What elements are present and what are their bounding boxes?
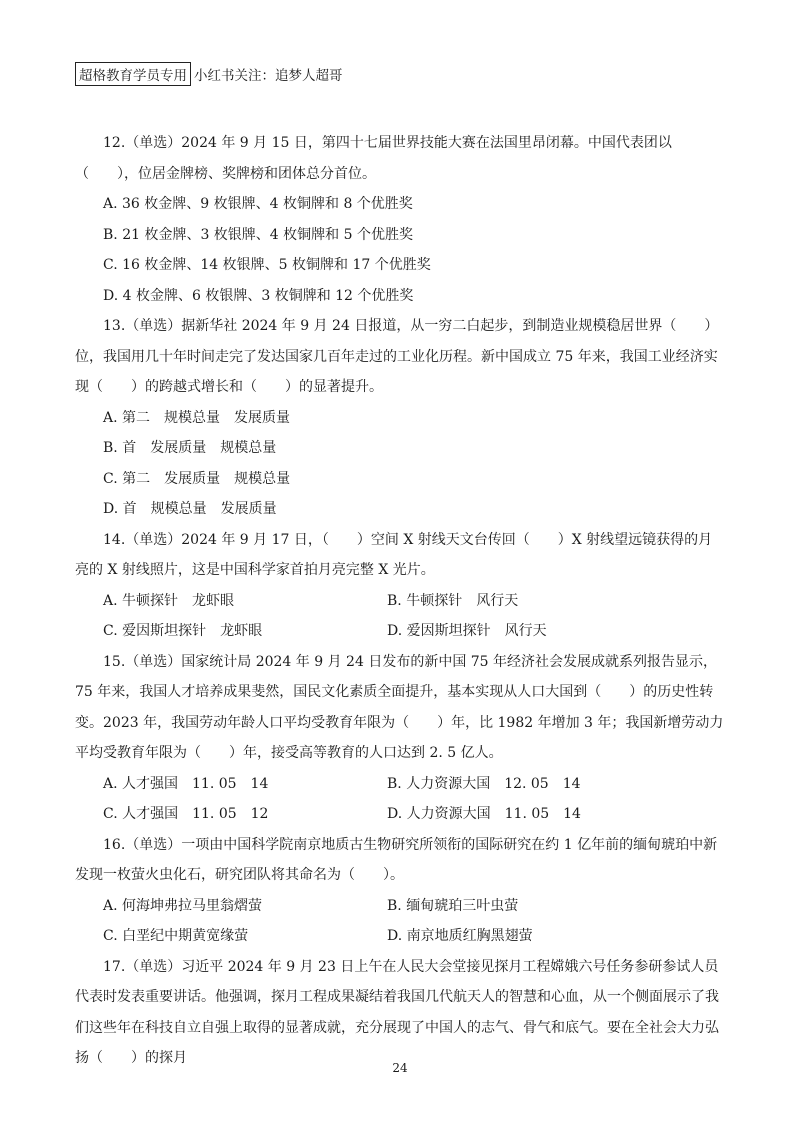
option-item: A. 何海坤弗拉马里翁熠萤	[103, 897, 263, 914]
option-item: D. 首 规模总量 发展质量	[103, 501, 277, 517]
question-list	[75, 128, 725, 1074]
question-stem: 17.（单选）习近平 2024 年 9 月 23 日上午在人民大会堂接见探月工程嫦娥六号任务参研参试人员代表时发表重要讲话。他强调，探月工程成果凝结着我国几代航天人的智慧和心血，从一个侧面展示了我们这些年在科技自立自强上取得的显著成就，充分展现了中国人的志气、骨气和底气。要在全社会大力弘扬（ ）的探月	[75, 958, 719, 1066]
option-item: B. 牛顿探针 风行天	[387, 592, 519, 609]
option-row	[75, 616, 725, 647]
option-item: B. 首 发展质量 规模总量	[103, 440, 277, 456]
option-item: B. 缅甸琥珀三叶虫萤	[387, 897, 519, 914]
question-stem: 14.（单选）2024 年 9 月 17 日，（ ）空间 X 射线天文台传回（ ）X 射线望远镜获得的月亮的 X 射线照片，这是中国科学家首拍月亮完整 X 光片。	[75, 531, 713, 578]
question-stem: 12.（单选）2024 年 9 月 15 日，第四十七届世界技能大赛在法国里昂闭幕。中国代表团以（ ），位居金牌榜、奖牌榜和团体总分首位。	[75, 135, 672, 182]
option-item: A. 人才强国 11. 05 14	[103, 775, 269, 792]
option-item: C. 人才强国 11. 05 12	[103, 806, 269, 822]
option-item: D. 4 枚金牌、6 枚银牌、3 枚铜牌和 12 个优胜奖	[103, 287, 414, 304]
option-item: A. 36 枚金牌、9 枚银牌、4 枚铜牌和 8 个优胜奖	[103, 196, 413, 212]
question-stem: 13.（单选）据新华社 2024 年 9 月 24 日报道，从一穷二白起步，到制造业规模稳居世界（ ）位，我国用几十年时间走完了发达国家几百年走过的工业化历程。新中国成立 75 年来，我国工业经济实现（ ）的跨越式增长和（ ）的显著提升。	[75, 318, 719, 395]
header-follow-text: 小红书关注：追梦人超哥	[194, 68, 343, 84]
option-row	[75, 799, 725, 830]
option-row	[75, 921, 725, 952]
option-row	[75, 891, 725, 922]
option-item: D. 人力资源大国 11. 05 14	[387, 806, 581, 822]
option-item: C. 白垩纪中期黄宽缘萤	[103, 928, 249, 944]
option-item: C. 第二 发展质量 规模总量	[103, 470, 291, 487]
option-item: A. 第二 规模总量 发展质量	[103, 409, 291, 426]
header	[75, 62, 343, 86]
option-item: B. 人力资源大国 12. 05 14	[387, 775, 581, 792]
option-row	[75, 586, 725, 617]
option-item: A. 牛顿探针 龙虾眼	[103, 592, 235, 609]
header-boxed-label: 超格教育学员专用	[75, 62, 191, 86]
question-stem: 16.（单选）一项由中国科学院南京地质古生物研究所领衔的国际研究在约 1 亿年前的缅甸琥珀中新发现一枚萤火虫化石，研究团队将其命名为（ ）。	[75, 836, 718, 883]
option-item: C. 爱因斯坦探针 龙虾眼	[103, 623, 263, 639]
option-item: D. 爱因斯坦探针 风行天	[387, 623, 547, 639]
option-item: B. 21 枚金牌、3 枚银牌、4 枚铜牌和 5 个优胜奖	[103, 226, 413, 243]
page-number: 24	[392, 1061, 408, 1075]
option-item: C. 16 枚金牌、14 枚银牌、5 枚铜牌和 17 个优胜奖	[103, 257, 431, 273]
option-item: D. 南京地质红胸黑翅萤	[387, 928, 533, 944]
option-row	[75, 769, 725, 800]
question-stem: 15.（单选）国家统计局 2024 年 9 月 24 日发布的新中国 75 年经济社会发展成就系列报告显示，75 年来，我国人才培养成果斐然，国民文化素质全面提升，基本实现从人口大国到（ ）的历史性转变。2023 年，我国劳动年龄人口平均受教育年限为（ ）年，比 1982 年增加 3 年；我国新增劳动力平均受教育年限为（ ）年，接受高等教育的人口达到 2. 5 亿人。	[75, 653, 724, 761]
